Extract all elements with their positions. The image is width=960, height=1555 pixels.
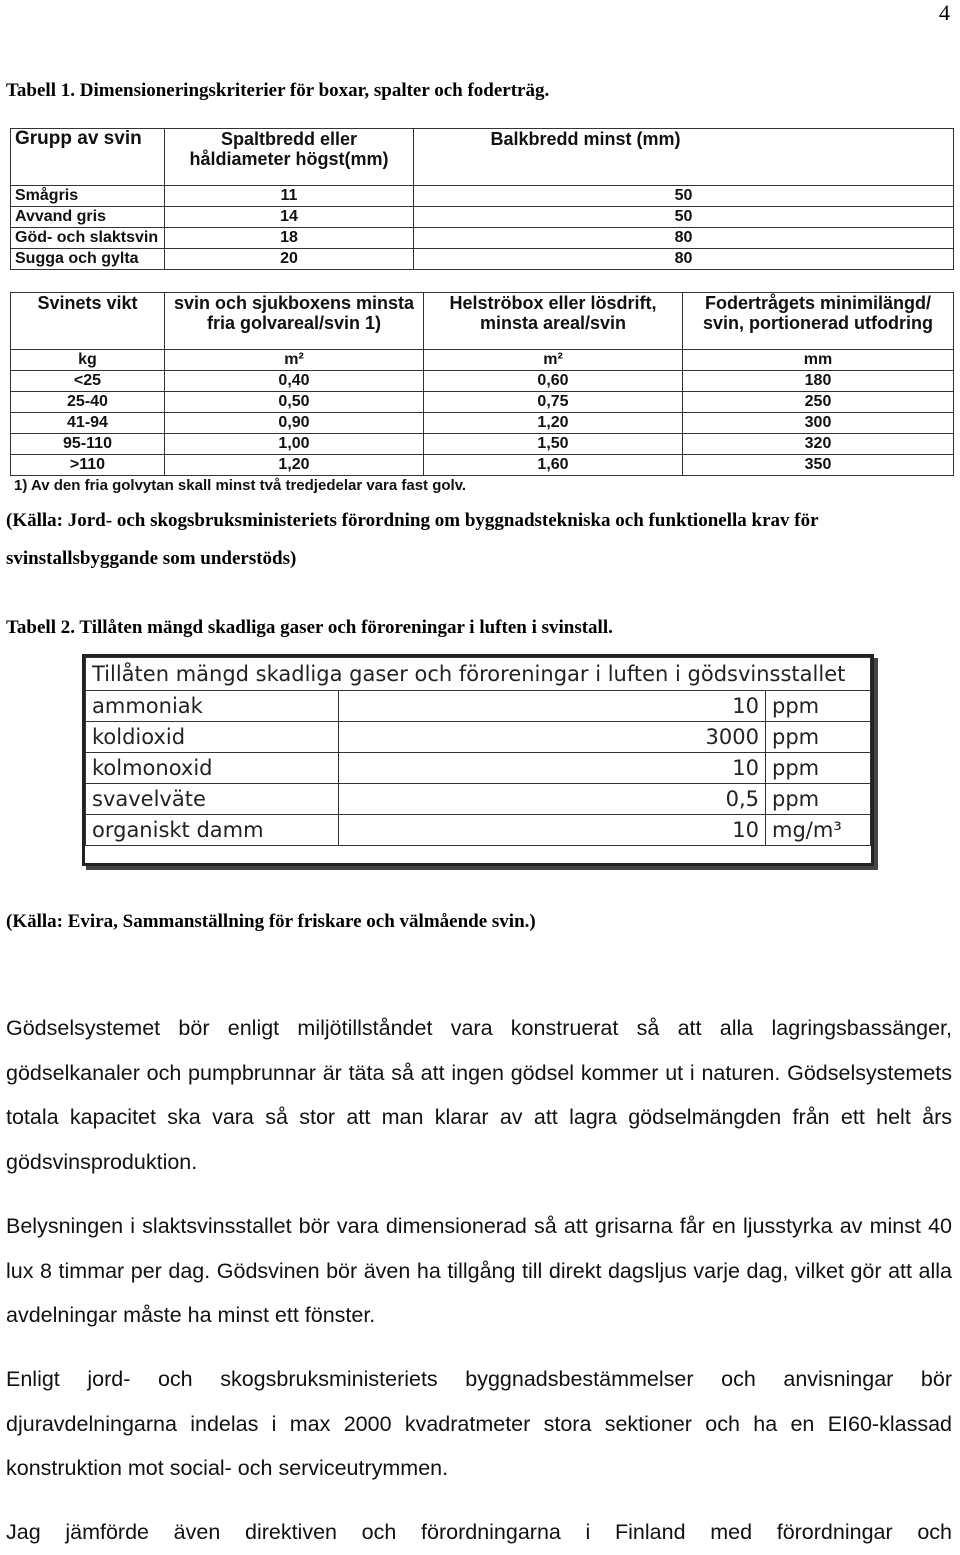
gas-name: svavelväte xyxy=(86,784,339,815)
cell: 0,60 xyxy=(424,371,683,392)
table-row xyxy=(86,691,871,722)
gas-value: 10 xyxy=(339,691,766,722)
cell: Sugga och gylta xyxy=(11,249,165,270)
table1-footnote: 1) Av den fria golvytan skall minst två tredjedelar vara fast golv. xyxy=(14,477,467,494)
gas-unit: ppm xyxy=(766,753,871,784)
cell: 1,20 xyxy=(165,455,424,476)
cell: 18 xyxy=(165,228,414,249)
table1-caption: Tabell 1. Dimensioneringskriterier för boxar, spalter och foderträg. xyxy=(6,80,550,101)
gas-unit: mg/m³ xyxy=(766,815,871,846)
unit-m2: m² xyxy=(424,350,683,371)
cell: 0,40 xyxy=(165,371,424,392)
cell: 320 xyxy=(683,434,954,455)
paragraph-comparison: Jag jämförde även direktiven och förordningarna i Finland med förordningar och xyxy=(6,1520,952,1544)
cell: 1,20 xyxy=(424,413,683,434)
table-row xyxy=(11,228,954,249)
cell: 80 xyxy=(414,249,954,270)
table-row xyxy=(11,434,954,455)
cell: 20 xyxy=(165,249,414,270)
paragraph-manure: Gödselsystemet bör enligt miljötillståndet vara konstruerat så att alla lagringsbassänger, gödselkanaler och pumpbrunnar är täta så att ingen gödsel kommer ut i naturen. Gödselsystemets totala kapacitet ska vara så stor att man klarar av att lagra gödselmängden från ett helt års gödsvinsproduktion. xyxy=(6,1016,952,1174)
cell: 95-110 xyxy=(11,434,165,455)
gas-unit: ppm xyxy=(766,784,871,815)
gas-value: 10 xyxy=(339,753,766,784)
header-trough-length: Fodertrågets minimilängd/ svin, portionerad utfodring xyxy=(683,293,954,350)
header-group: Grupp av svin xyxy=(11,129,165,186)
paragraph-lighting: Belysningen i slaktsvinsstallet bör vara dimensionerad så att grisarna får en ljusstyrka av minst 40 lux 8 timmar per dag. Gödsvinen bör även ha tillgång till direkt dagsljus varje dag, vilket gör att alla avdelningar måste ha minst ett fönster. xyxy=(6,1214,952,1327)
unit-mm: mm xyxy=(683,350,954,371)
cell: 50 xyxy=(414,186,954,207)
cell: 14 xyxy=(165,207,414,228)
table-row xyxy=(11,392,954,413)
cell: >110 xyxy=(11,455,165,476)
table-row xyxy=(11,371,954,392)
cell: 0,90 xyxy=(165,413,424,434)
cell: 0,75 xyxy=(424,392,683,413)
table1-part-b xyxy=(10,292,954,496)
cell: <25 xyxy=(11,371,165,392)
table-row xyxy=(86,722,871,753)
cell: 300 xyxy=(683,413,954,434)
cell: 250 xyxy=(683,392,954,413)
cell: 41-94 xyxy=(11,413,165,434)
cell: 350 xyxy=(683,455,954,476)
gas-name: kolmonoxid xyxy=(86,753,339,784)
table-row xyxy=(11,455,954,476)
header-straw-box-area: Helströbox eller lösdrift, minsta areal/svin xyxy=(424,293,683,350)
table-row xyxy=(11,413,954,434)
gas-value: 0,5 xyxy=(339,784,766,815)
table2-caption: Tabell 2. Tillåten mängd skadliga gaser och föroreningar i luften i svinstall. xyxy=(6,617,613,638)
cell: 1,00 xyxy=(165,434,424,455)
cell: 50 xyxy=(414,207,954,228)
table-row xyxy=(11,207,954,228)
cell: 25-40 xyxy=(11,392,165,413)
cell: Smågris xyxy=(11,186,165,207)
table2-source: (Källa: Evira, Sammanställning för friskare och välmående svin.) xyxy=(6,911,536,932)
gas-unit: ppm xyxy=(766,722,871,753)
gas-name: koldioxid xyxy=(86,722,339,753)
header-slat-width: Spaltbredd eller håldiameter högst(mm) xyxy=(165,129,414,186)
table1-source: (Källa: Jord- och skogsbruksministeriets förordning om byggnadstekniska och funktionella krav för svinstallsbyggande som understöds) xyxy=(6,510,819,569)
table-row xyxy=(11,249,954,270)
unit-kg: kg xyxy=(11,350,165,371)
cell: 11 xyxy=(165,186,414,207)
unit-m2: m² xyxy=(165,350,424,371)
gas-name: organiskt damm xyxy=(86,815,339,846)
table1-part-a xyxy=(10,128,954,270)
table2-title: Tillåten mängd skadliga gaser och föroreningar i luften i gödsvinsstallet xyxy=(86,658,871,691)
cell: 180 xyxy=(683,371,954,392)
page-number: 4 xyxy=(939,0,950,25)
gas-value: 3000 xyxy=(339,722,766,753)
paragraph-regulations: Enligt jord- och skogsbruksministeriets byggnadsbestämmelser och anvisningar bör djuravdelningarna indelas i max 2000 kvadratmeter stora sektioner och ha en EI60-klassad konstruktion mot social- och serviceutrymmen. xyxy=(6,1367,952,1480)
header-weight: Svinets vikt xyxy=(11,293,165,350)
cell: 1,50 xyxy=(424,434,683,455)
cell: Göd- och slaktsvin xyxy=(11,228,165,249)
table-row xyxy=(86,753,871,784)
cell: 80 xyxy=(414,228,954,249)
header-sick-box-area: svin och sjukboxens minsta fria golvareal/svin 1) xyxy=(165,293,424,350)
table-row xyxy=(86,784,871,815)
cell: 1,60 xyxy=(424,455,683,476)
table-row xyxy=(11,186,954,207)
gas-name: ammoniak xyxy=(86,691,339,722)
table2 xyxy=(82,654,874,866)
cell: Avvand gris xyxy=(11,207,165,228)
table-row xyxy=(86,815,871,846)
gas-value: 10 xyxy=(339,815,766,846)
gas-unit: ppm xyxy=(766,691,871,722)
header-beam-width: Balkbredd minst (mm) xyxy=(414,129,954,186)
cell: 0,50 xyxy=(165,392,424,413)
